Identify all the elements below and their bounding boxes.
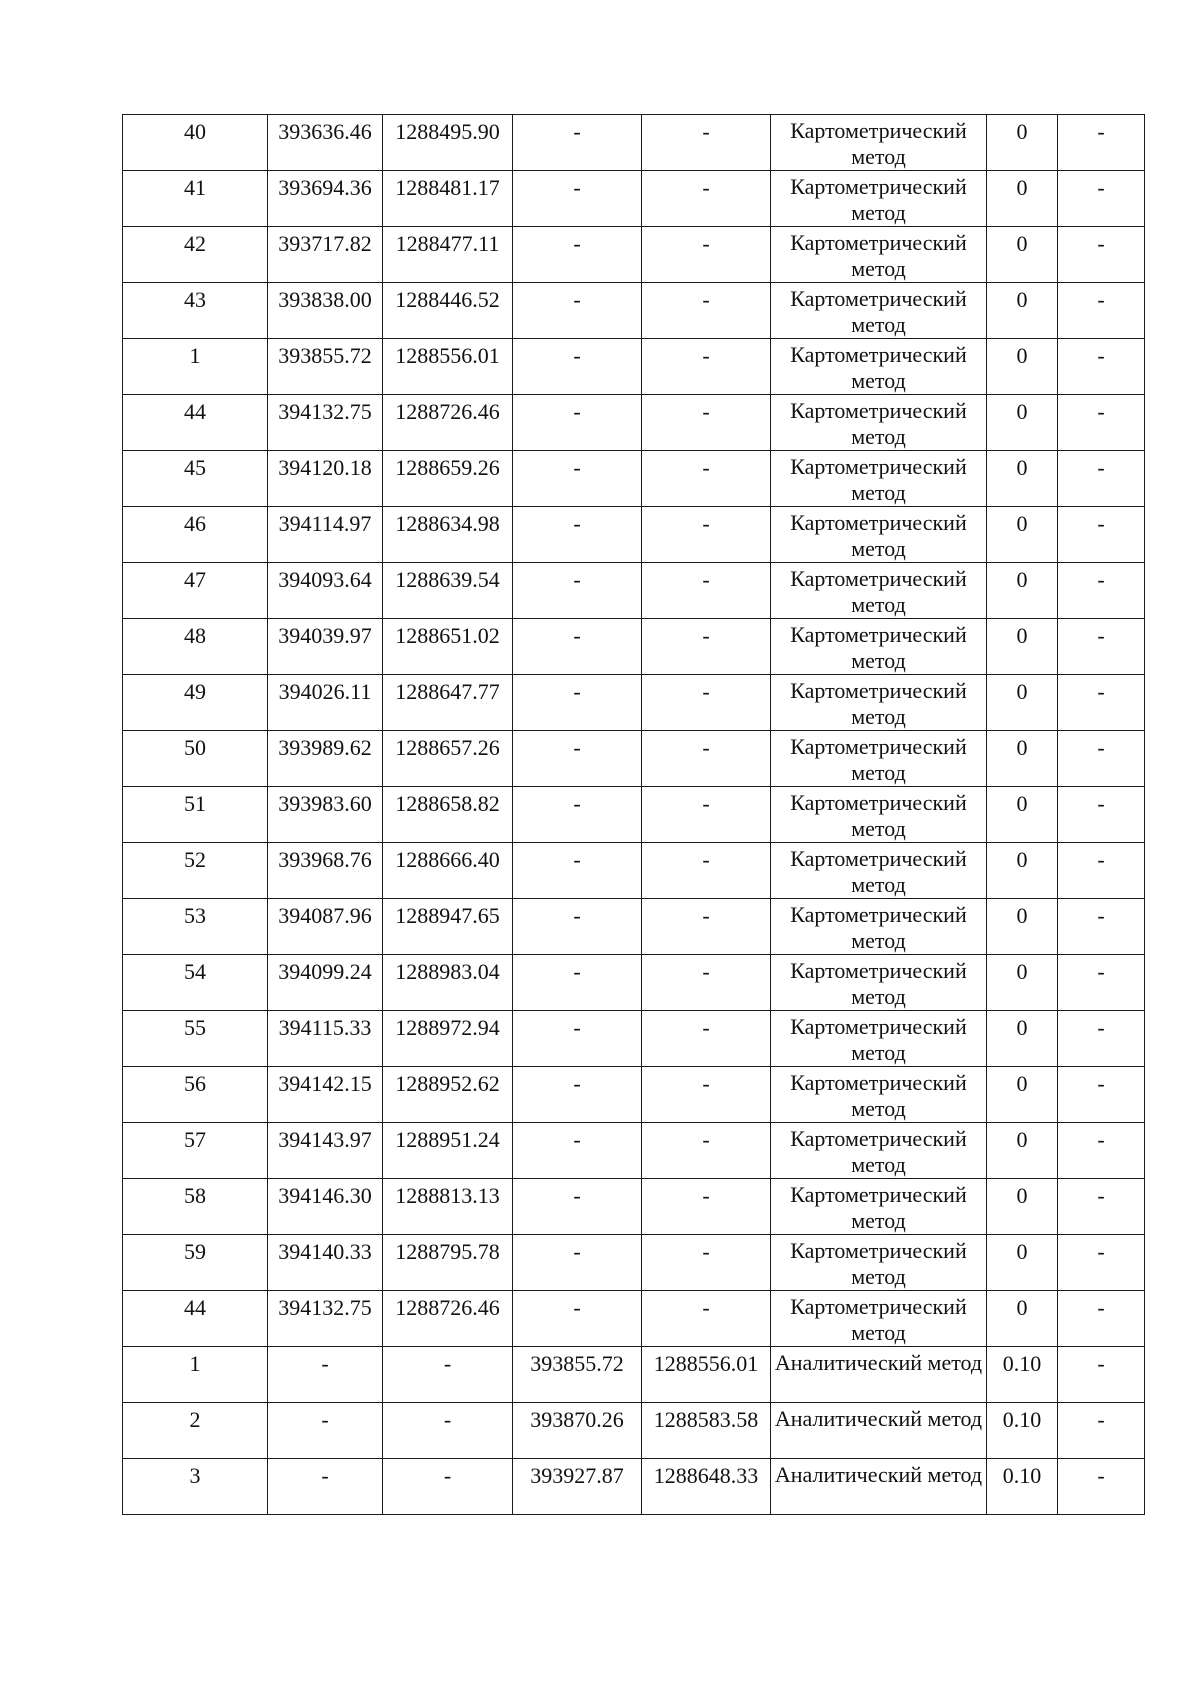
- accuracy-cell: 0: [987, 339, 1058, 395]
- y2-coordinate-cell: -: [642, 731, 771, 787]
- x2-coordinate-cell: -: [513, 339, 642, 395]
- method-cell: Картометрический метод: [771, 843, 987, 899]
- y2-coordinate-cell: -: [642, 619, 771, 675]
- point-number-cell: 2: [123, 1403, 268, 1459]
- y2-coordinate-cell: -: [642, 563, 771, 619]
- x2-coordinate-cell: -: [513, 787, 642, 843]
- point-number-cell: 43: [123, 283, 268, 339]
- table-row: [123, 283, 1145, 339]
- y-coordinate-cell: 1288952.62: [383, 1067, 513, 1123]
- point-number-cell: 47: [123, 563, 268, 619]
- x2-coordinate-cell: -: [513, 395, 642, 451]
- description-cell: -: [1058, 563, 1145, 619]
- x-coordinate-cell: 394087.96: [268, 899, 383, 955]
- description-cell: -: [1058, 843, 1145, 899]
- point-number-cell: 58: [123, 1179, 268, 1235]
- table-row: [123, 395, 1145, 451]
- table-row: [123, 619, 1145, 675]
- x2-coordinate-cell: -: [513, 1067, 642, 1123]
- method-cell: Картометрический метод: [771, 507, 987, 563]
- description-cell: -: [1058, 1179, 1145, 1235]
- x2-coordinate-cell: -: [513, 619, 642, 675]
- x-coordinate-cell: 394143.97: [268, 1123, 383, 1179]
- y-coordinate-cell: 1288658.82: [383, 787, 513, 843]
- method-cell: Картометрический метод: [771, 451, 987, 507]
- description-cell: -: [1058, 115, 1145, 171]
- y2-coordinate-cell: -: [642, 675, 771, 731]
- method-cell: Картометрический метод: [771, 395, 987, 451]
- y-coordinate-cell: 1288947.65: [383, 899, 513, 955]
- method-cell: Аналитический метод: [771, 1459, 987, 1515]
- accuracy-cell: 0: [987, 171, 1058, 227]
- table-row: [123, 1011, 1145, 1067]
- x2-coordinate-cell: -: [513, 451, 642, 507]
- y-coordinate-cell: 1288556.01: [383, 339, 513, 395]
- x-coordinate-cell: 394140.33: [268, 1235, 383, 1291]
- accuracy-cell: 0.10: [987, 1459, 1058, 1515]
- point-number-cell: 45: [123, 451, 268, 507]
- y2-coordinate-cell: -: [642, 451, 771, 507]
- x2-coordinate-cell: -: [513, 115, 642, 171]
- accuracy-cell: 0: [987, 1067, 1058, 1123]
- method-cell: Аналитический метод: [771, 1347, 987, 1403]
- y-coordinate-cell: 1288795.78: [383, 1235, 513, 1291]
- method-cell: Картометрический метод: [771, 171, 987, 227]
- accuracy-cell: 0: [987, 563, 1058, 619]
- x-coordinate-cell: 393717.82: [268, 227, 383, 283]
- table-row: [123, 1403, 1145, 1459]
- y-coordinate-cell: -: [383, 1403, 513, 1459]
- accuracy-cell: 0.10: [987, 1347, 1058, 1403]
- y-coordinate-cell: 1288651.02: [383, 619, 513, 675]
- y-coordinate-cell: 1288495.90: [383, 115, 513, 171]
- description-cell: -: [1058, 955, 1145, 1011]
- x-coordinate-cell: 394146.30: [268, 1179, 383, 1235]
- point-number-cell: 50: [123, 731, 268, 787]
- method-cell: Картометрический метод: [771, 955, 987, 1011]
- table-row: [123, 787, 1145, 843]
- point-number-cell: 51: [123, 787, 268, 843]
- x2-coordinate-cell: -: [513, 1235, 642, 1291]
- x-coordinate-cell: -: [268, 1459, 383, 1515]
- accuracy-cell: 0: [987, 1123, 1058, 1179]
- accuracy-cell: 0: [987, 283, 1058, 339]
- point-number-cell: 57: [123, 1123, 268, 1179]
- y2-coordinate-cell: 1288556.01: [642, 1347, 771, 1403]
- x2-coordinate-cell: -: [513, 563, 642, 619]
- x2-coordinate-cell: -: [513, 227, 642, 283]
- x-coordinate-cell: 394093.64: [268, 563, 383, 619]
- table-row: [123, 227, 1145, 283]
- y2-coordinate-cell: -: [642, 1179, 771, 1235]
- table-row: [123, 843, 1145, 899]
- point-number-cell: 55: [123, 1011, 268, 1067]
- point-number-cell: 1: [123, 339, 268, 395]
- accuracy-cell: 0: [987, 1179, 1058, 1235]
- point-number-cell: 52: [123, 843, 268, 899]
- y2-coordinate-cell: -: [642, 283, 771, 339]
- y2-coordinate-cell: -: [642, 1235, 771, 1291]
- y-coordinate-cell: 1288951.24: [383, 1123, 513, 1179]
- y-coordinate-cell: 1288477.11: [383, 227, 513, 283]
- accuracy-cell: 0: [987, 619, 1058, 675]
- x2-coordinate-cell: -: [513, 283, 642, 339]
- method-cell: Картометрический метод: [771, 1011, 987, 1067]
- x-coordinate-cell: 393968.76: [268, 843, 383, 899]
- table-row: [123, 339, 1145, 395]
- description-cell: -: [1058, 1291, 1145, 1347]
- description-cell: -: [1058, 1403, 1145, 1459]
- method-cell: Картометрический метод: [771, 1291, 987, 1347]
- y-coordinate-cell: 1288481.17: [383, 171, 513, 227]
- accuracy-cell: 0: [987, 955, 1058, 1011]
- accuracy-cell: 0: [987, 1235, 1058, 1291]
- description-cell: -: [1058, 731, 1145, 787]
- description-cell: -: [1058, 1235, 1145, 1291]
- y2-coordinate-cell: 1288583.58: [642, 1403, 771, 1459]
- y-coordinate-cell: 1288983.04: [383, 955, 513, 1011]
- point-number-cell: 53: [123, 899, 268, 955]
- method-cell: Картометрический метод: [771, 1179, 987, 1235]
- point-number-cell: 54: [123, 955, 268, 1011]
- point-number-cell: 44: [123, 395, 268, 451]
- y2-coordinate-cell: -: [642, 899, 771, 955]
- table-row: [123, 955, 1145, 1011]
- accuracy-cell: 0: [987, 1011, 1058, 1067]
- x2-coordinate-cell: -: [513, 899, 642, 955]
- method-cell: Картометрический метод: [771, 115, 987, 171]
- point-number-cell: 48: [123, 619, 268, 675]
- description-cell: -: [1058, 1067, 1145, 1123]
- accuracy-cell: 0: [987, 731, 1058, 787]
- description-cell: -: [1058, 339, 1145, 395]
- y2-coordinate-cell: -: [642, 955, 771, 1011]
- y2-coordinate-cell: -: [642, 1067, 771, 1123]
- table-row: [123, 507, 1145, 563]
- y2-coordinate-cell: -: [642, 507, 771, 563]
- y-coordinate-cell: 1288634.98: [383, 507, 513, 563]
- accuracy-cell: 0: [987, 843, 1058, 899]
- x-coordinate-cell: -: [268, 1403, 383, 1459]
- x2-coordinate-cell: 393927.87: [513, 1459, 642, 1515]
- method-cell: Картометрический метод: [771, 563, 987, 619]
- point-number-cell: 56: [123, 1067, 268, 1123]
- table-row: [123, 1179, 1145, 1235]
- x-coordinate-cell: 394026.11: [268, 675, 383, 731]
- accuracy-cell: 0: [987, 115, 1058, 171]
- table-row: [123, 731, 1145, 787]
- y-coordinate-cell: 1288659.26: [383, 451, 513, 507]
- x2-coordinate-cell: -: [513, 1123, 642, 1179]
- description-cell: -: [1058, 507, 1145, 563]
- table-row: [123, 1067, 1145, 1123]
- y2-coordinate-cell: 1288648.33: [642, 1459, 771, 1515]
- point-number-cell: 44: [123, 1291, 268, 1347]
- method-cell: Картометрический метод: [771, 619, 987, 675]
- description-cell: -: [1058, 1347, 1145, 1403]
- x-coordinate-cell: 394114.97: [268, 507, 383, 563]
- point-number-cell: 46: [123, 507, 268, 563]
- table-row: [123, 1459, 1145, 1515]
- x2-coordinate-cell: -: [513, 731, 642, 787]
- accuracy-cell: 0: [987, 1291, 1058, 1347]
- x-coordinate-cell: 393989.62: [268, 731, 383, 787]
- y-coordinate-cell: 1288972.94: [383, 1011, 513, 1067]
- x-coordinate-cell: 394132.75: [268, 395, 383, 451]
- x-coordinate-cell: 394099.24: [268, 955, 383, 1011]
- accuracy-cell: 0: [987, 899, 1058, 955]
- description-cell: -: [1058, 227, 1145, 283]
- method-cell: Картометрический метод: [771, 227, 987, 283]
- y2-coordinate-cell: -: [642, 339, 771, 395]
- x-coordinate-cell: 394120.18: [268, 451, 383, 507]
- x-coordinate-cell: 394142.15: [268, 1067, 383, 1123]
- description-cell: -: [1058, 1011, 1145, 1067]
- description-cell: -: [1058, 1123, 1145, 1179]
- table-row: [123, 563, 1145, 619]
- y-coordinate-cell: 1288639.54: [383, 563, 513, 619]
- accuracy-cell: 0.10: [987, 1403, 1058, 1459]
- description-cell: -: [1058, 171, 1145, 227]
- description-cell: -: [1058, 675, 1145, 731]
- accuracy-cell: 0: [987, 395, 1058, 451]
- point-number-cell: 49: [123, 675, 268, 731]
- y2-coordinate-cell: -: [642, 115, 771, 171]
- table-row: [123, 899, 1145, 955]
- x-coordinate-cell: 393983.60: [268, 787, 383, 843]
- method-cell: Картометрический метод: [771, 283, 987, 339]
- description-cell: -: [1058, 451, 1145, 507]
- method-cell: Картометрический метод: [771, 899, 987, 955]
- point-number-cell: 40: [123, 115, 268, 171]
- table-row: [123, 1235, 1145, 1291]
- y2-coordinate-cell: -: [642, 1011, 771, 1067]
- x2-coordinate-cell: -: [513, 1179, 642, 1235]
- table-body: [123, 115, 1145, 1515]
- x2-coordinate-cell: -: [513, 675, 642, 731]
- table-row: [123, 451, 1145, 507]
- point-number-cell: 3: [123, 1459, 268, 1515]
- coordinates-table: [122, 114, 1145, 1515]
- point-number-cell: 1: [123, 1347, 268, 1403]
- x-coordinate-cell: 393636.46: [268, 115, 383, 171]
- method-cell: Аналитический метод: [771, 1403, 987, 1459]
- y-coordinate-cell: 1288666.40: [383, 843, 513, 899]
- accuracy-cell: 0: [987, 675, 1058, 731]
- description-cell: -: [1058, 787, 1145, 843]
- table-row: [123, 675, 1145, 731]
- method-cell: Картометрический метод: [771, 1235, 987, 1291]
- description-cell: -: [1058, 899, 1145, 955]
- point-number-cell: 41: [123, 171, 268, 227]
- y-coordinate-cell: 1288726.46: [383, 1291, 513, 1347]
- table-row: [123, 1347, 1145, 1403]
- method-cell: Картометрический метод: [771, 675, 987, 731]
- y2-coordinate-cell: -: [642, 1123, 771, 1179]
- method-cell: Картометрический метод: [771, 339, 987, 395]
- x2-coordinate-cell: 393870.26: [513, 1403, 642, 1459]
- x-coordinate-cell: 394132.75: [268, 1291, 383, 1347]
- x-coordinate-cell: 394039.97: [268, 619, 383, 675]
- accuracy-cell: 0: [987, 787, 1058, 843]
- method-cell: Картометрический метод: [771, 787, 987, 843]
- method-cell: Картометрический метод: [771, 731, 987, 787]
- method-cell: Картометрический метод: [771, 1123, 987, 1179]
- y2-coordinate-cell: -: [642, 227, 771, 283]
- x2-coordinate-cell: -: [513, 843, 642, 899]
- accuracy-cell: 0: [987, 451, 1058, 507]
- x-coordinate-cell: 393694.36: [268, 171, 383, 227]
- y2-coordinate-cell: -: [642, 787, 771, 843]
- x2-coordinate-cell: -: [513, 171, 642, 227]
- x2-coordinate-cell: -: [513, 955, 642, 1011]
- table-row: [123, 1123, 1145, 1179]
- table-row: [123, 115, 1145, 171]
- y-coordinate-cell: -: [383, 1347, 513, 1403]
- y2-coordinate-cell: -: [642, 171, 771, 227]
- y2-coordinate-cell: -: [642, 843, 771, 899]
- x2-coordinate-cell: -: [513, 507, 642, 563]
- accuracy-cell: 0: [987, 507, 1058, 563]
- y-coordinate-cell: 1288726.46: [383, 395, 513, 451]
- x2-coordinate-cell: -: [513, 1291, 642, 1347]
- point-number-cell: 59: [123, 1235, 268, 1291]
- y-coordinate-cell: 1288446.52: [383, 283, 513, 339]
- y-coordinate-cell: 1288813.13: [383, 1179, 513, 1235]
- y2-coordinate-cell: -: [642, 1291, 771, 1347]
- description-cell: -: [1058, 395, 1145, 451]
- description-cell: -: [1058, 283, 1145, 339]
- point-number-cell: 42: [123, 227, 268, 283]
- y-coordinate-cell: -: [383, 1459, 513, 1515]
- x-coordinate-cell: 393855.72: [268, 339, 383, 395]
- y-coordinate-cell: 1288657.26: [383, 731, 513, 787]
- y2-coordinate-cell: -: [642, 395, 771, 451]
- x2-coordinate-cell: -: [513, 1011, 642, 1067]
- accuracy-cell: 0: [987, 227, 1058, 283]
- x-coordinate-cell: 393838.00: [268, 283, 383, 339]
- table-row: [123, 1291, 1145, 1347]
- description-cell: -: [1058, 619, 1145, 675]
- method-cell: Картометрический метод: [771, 1067, 987, 1123]
- table-row: [123, 171, 1145, 227]
- y-coordinate-cell: 1288647.77: [383, 675, 513, 731]
- description-cell: -: [1058, 1459, 1145, 1515]
- x-coordinate-cell: -: [268, 1347, 383, 1403]
- x-coordinate-cell: 394115.33: [268, 1011, 383, 1067]
- x2-coordinate-cell: 393855.72: [513, 1347, 642, 1403]
